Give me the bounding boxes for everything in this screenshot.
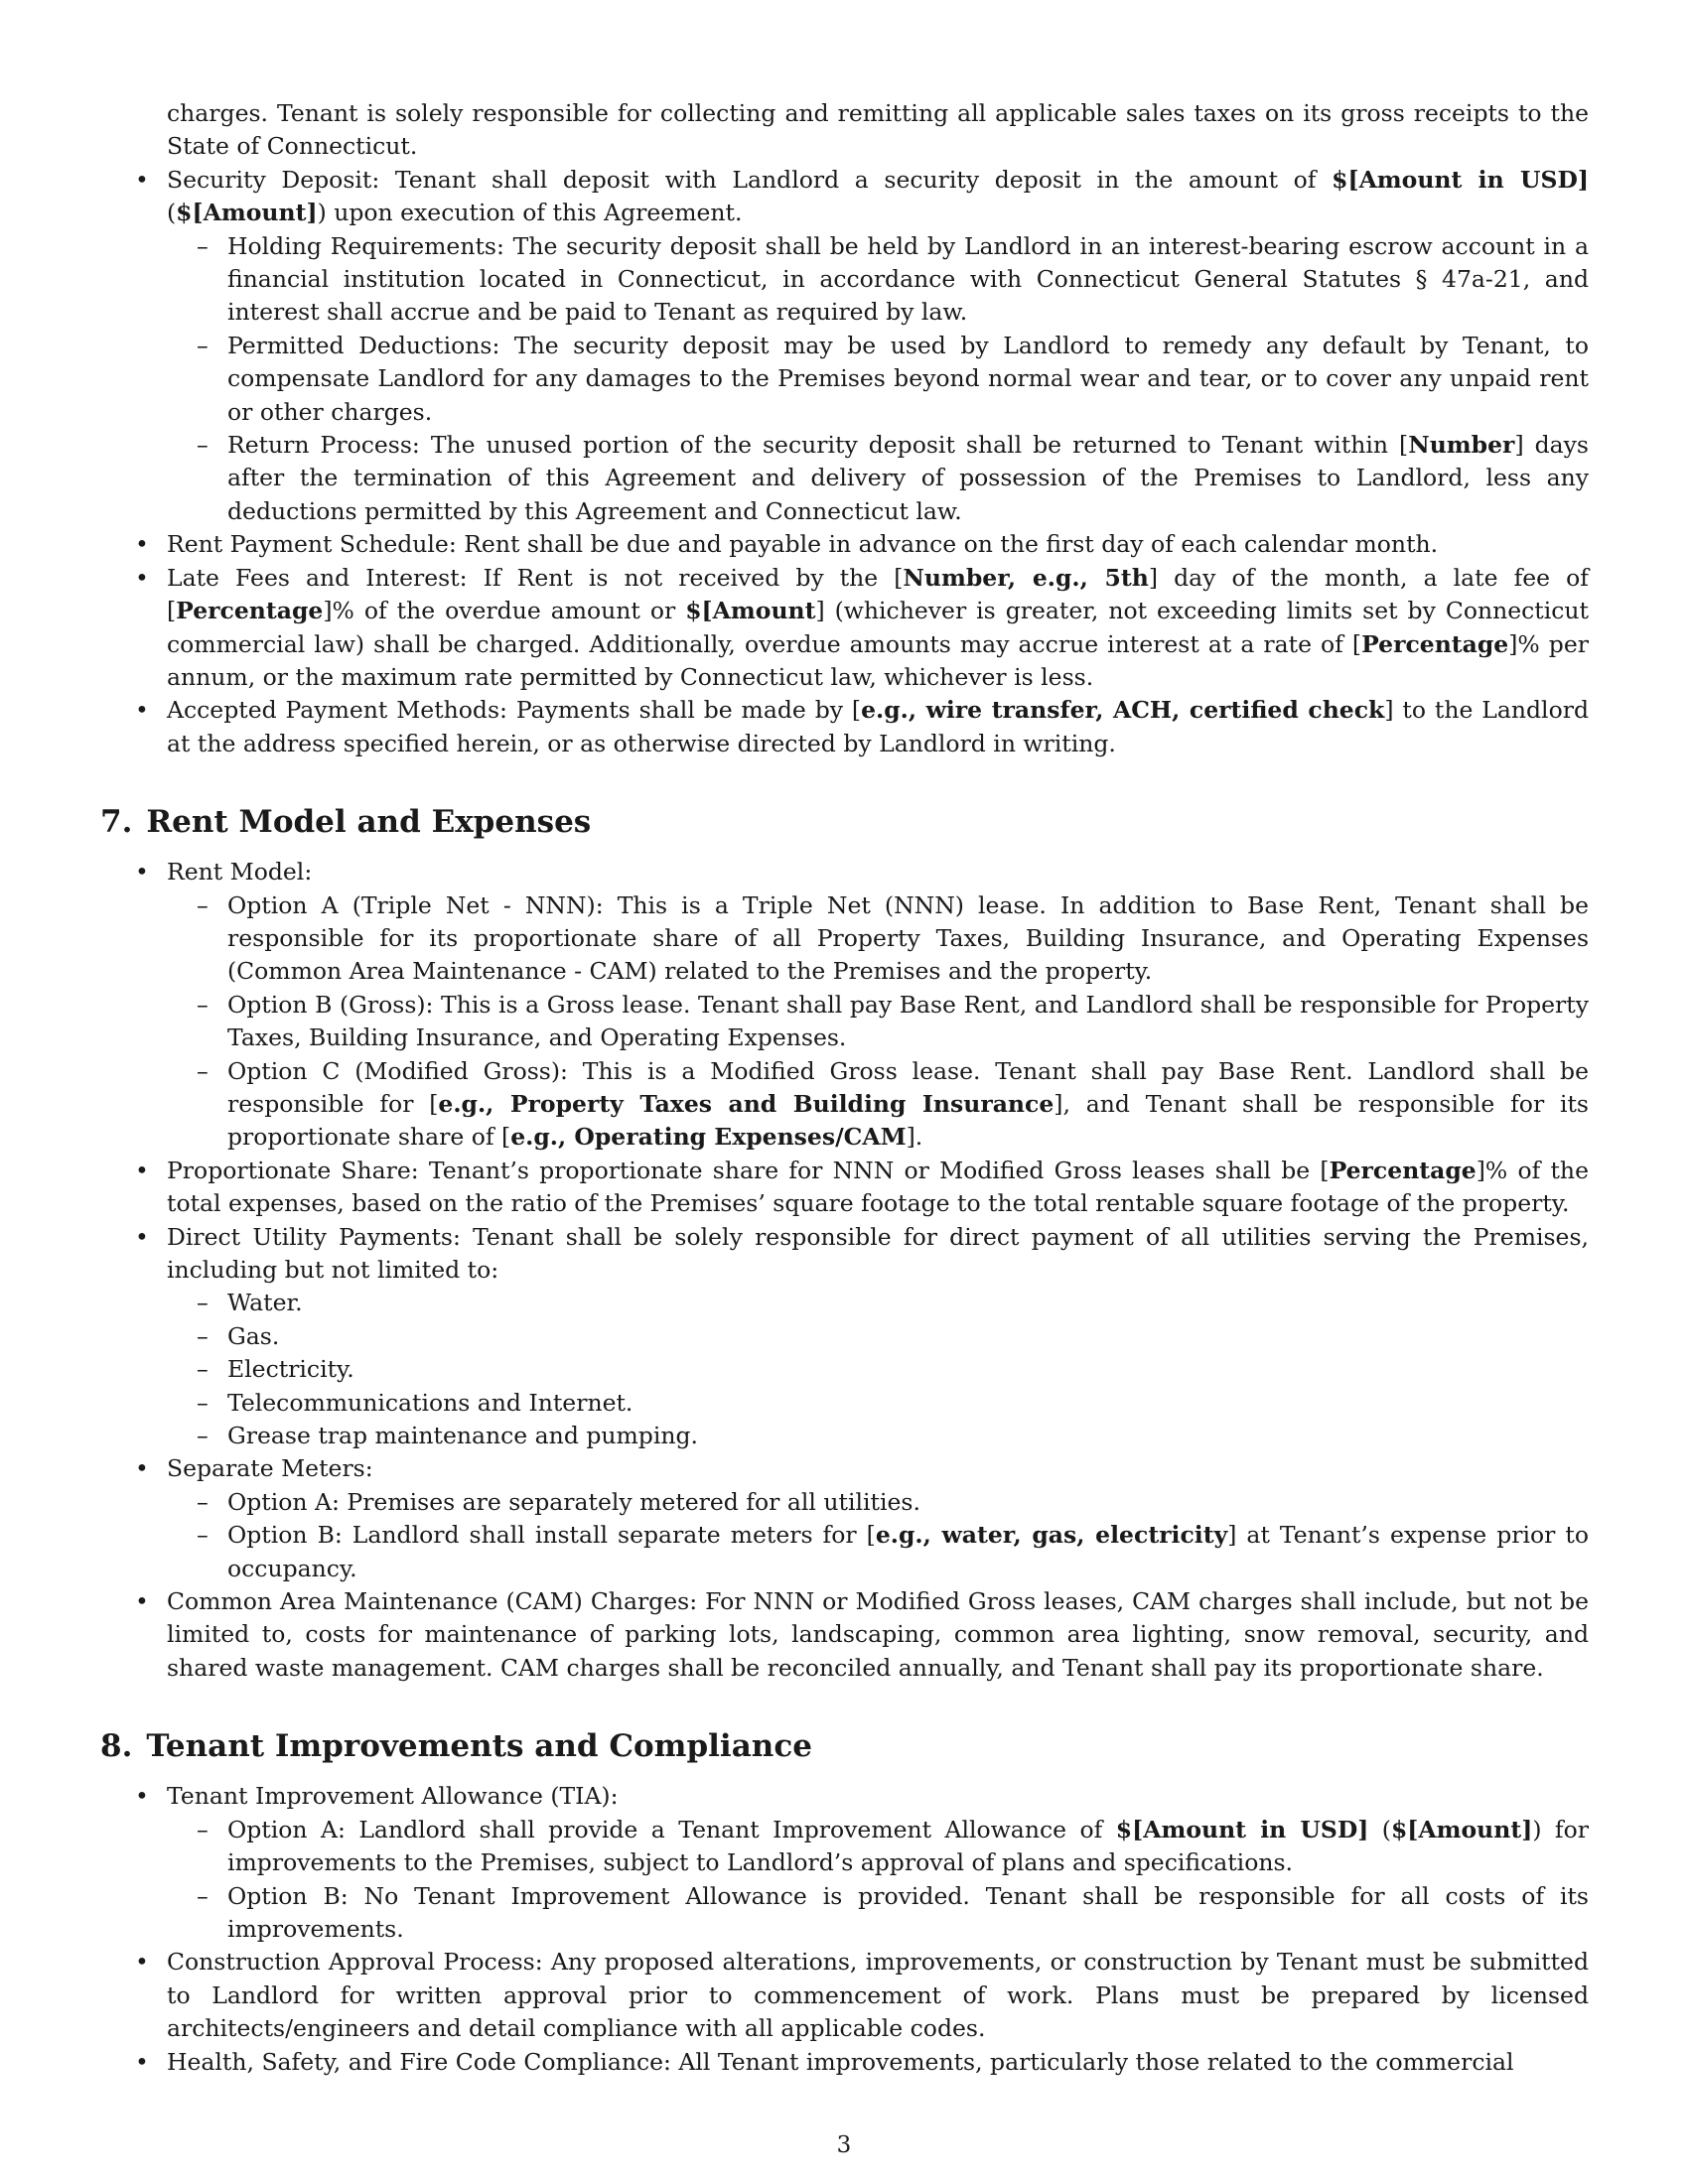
- list-item-construction-approval: • Construction Approval Process: Any proposed alterations, improvements, or construction by Tenant must be submitted to Landlord for written approval prior to commencement of work. Plans must be prepared by licensed architects/engineers and detail compliance with all applicable codes.: [100, 1946, 1589, 2045]
- list-item-option-b-gross: – Option B (Gross): This is a Gross lease. Tenant shall pay Base Rent, and Landlord shall be responsible for Property Taxes, Building Insurance, and Operating Expenses.: [167, 989, 1589, 1055]
- list-item-utility: – Water.: [167, 1287, 1589, 1319]
- list-item-late-fees: • Late Fees and Interest: If Rent is not received by the [Number, e.g., 5th] day of the month, a late fee of [Percentage]% of the overdue amount or $[Amount] (whichever is greater, not exceeding limits set by Connecticut commercial law) shall be charged. Additionally, overdue amounts may accrue interest at a rate of [Percentage]% per annum, or the maximum rate permitted by Connecticut law, whichever is less.: [100, 562, 1589, 695]
- section8-list: [100, 1780, 1589, 2079]
- list-item-utility: – Gas.: [167, 1320, 1589, 1353]
- list-item-meters-option-b: – Option B: Landlord shall install separate meters for [e.g., water, gas, electricity] at Tenant’s expense prior to occupancy.: [167, 1519, 1589, 1585]
- section-heading-7: 7. Rent Model and Expenses: [100, 804, 592, 841]
- list-item-rent-schedule: • Rent Payment Schedule: Rent shall be due and payable in advance on the first day of each calendar month.: [100, 528, 1589, 561]
- list-item-health-safety: • Health, Safety, and Fire Code Compliance: All Tenant improvements, particularly those related to the commercial: [100, 2046, 1589, 2079]
- section-heading-8: 8. Tenant Improvements and Compliance: [100, 1728, 812, 1765]
- list-item-tia-option-a: – Option A: Landlord shall provide a Tenant Improvement Allowance of $[Amount in USD] ($[Amount]) for improvements to the Premises, subject to Landlord’s approval of plans and specifications.: [167, 1814, 1589, 1880]
- list-item-direct-utilities: • Direct Utility Payments: Tenant shall be solely responsible for direct payment of all utilities serving the Premises, including but not limited to: – Water. – Gas. – Electricity. – Telecommunications and Internet. – Grease trap maintenance and pumping.: [100, 1221, 1589, 1453]
- list-item-holding-requirements: – Holding Requirements: The security deposit shall be held by Landlord in an interest-bearing escrow account in a financial institution located in Connecticut, in accordance with Connecticut General Statutes § 47a-21, and interest shall accrue and be paid to Tenant as required by law.: [167, 230, 1589, 330]
- list-item-separate-meters: • Separate Meters: – Option A: Premises are separately metered for all utilities. – Option B: Landlord shall install separate meters for [e.g., water, gas, electricity] at Tenant’s expense prior to occupancy.: [100, 1452, 1589, 1585]
- rent-model-sublist: [167, 889, 1589, 1155]
- section7-list: [100, 856, 1589, 1685]
- meters-sublist: [167, 1486, 1589, 1585]
- list-item-security-deposit: • Security Deposit: Tenant shall deposit with Landlord a security deposit in the amount of $[Amount in USD] ($[Amount]) upon execution of this Agreement. – Holding Requirements: The security deposit shall be held by Landlord in an interest-bearing escrow account in a financial institution located in Connecticut, in accordance with Connecticut General Statutes § 47a-21, and interest shall accrue and be paid to Tenant as required by law. – Permitted Deductions: The security deposit may be used by Landlord to remedy any default by Tenant, to compensate Landlord for any damages to the Premises beyond normal wear and tear, or to cover any unpaid rent or other charges. – Return Process: The unused portion of the security deposit shall be returned to Tenant within [Number] days after the termination of this Agreement and delivery of possession of the Premises to Landlord, less any deductions permitted by this Agreement and Connecticut law.: [100, 164, 1589, 528]
- list-item-meters-option-a: – Option A: Premises are separately metered for all utilities.: [167, 1486, 1589, 1519]
- list-item-tia: • Tenant Improvement Allowance (TIA): – Option A: Landlord shall provide a Tenant Improvement Allowance of $[Amount in USD] ($[Amount]) for improvements to the Premises, subject to Landlord’s approval of plans and specifications. – Option B: No Tenant Improvement Allowance is provided. Tenant shall be responsible for all costs of its improvements.: [100, 1780, 1589, 1946]
- list-item-utility: – Telecommunications and Internet.: [167, 1387, 1589, 1420]
- list-item-option-a-nnn: – Option A (Triple Net - NNN): This is a Triple Net (NNN) lease. In addition to Base Rent, Tenant shall be responsible for its proportionate share of all Property Taxes, Building Insurance, and Operating Expenses (Common Area Maintenance - CAM) related to the Premises and the property.: [167, 889, 1589, 989]
- list-item-proportionate-share: • Proportionate Share: Tenant’s proportionate share for NNN or Modified Gross leases shall be [Percentage]% of the total expenses, based on the ratio of the Premises’ square footage to the total rentable square footage of the property.: [100, 1155, 1589, 1221]
- page-number: 3: [836, 2132, 852, 2158]
- intro-continuation: charges. Tenant is solely responsible for collecting and remitting all applicable sales taxes on its gross receipts to the State of Connecticut.: [167, 99, 1589, 161]
- document-body: [100, 97, 1589, 2079]
- list-item-tia-option-b: – Option B: No Tenant Improvement Allowance is provided. Tenant shall be responsible for all costs of its improvements.: [167, 1880, 1589, 1947]
- utilities-sublist: [167, 1287, 1589, 1452]
- section6-list: [100, 164, 1589, 760]
- list-item-utility: – Electricity.: [167, 1353, 1589, 1386]
- list-item-option-c-modified-gross: – Option C (Modified Gross): This is a Modified Gross lease. Tenant shall pay Base Rent. Landlord shall be responsible for [e.g., Property Taxes and Building Insurance], and Tenant shall be responsible for its proportionate share of [e.g., Operating Expenses/CAM].: [167, 1055, 1589, 1155]
- list-item-cam-charges: • Common Area Maintenance (CAM) Charges: For NNN or Modified Gross leases, CAM charges shall include, but not be limited to, costs for maintenance of parking lots, landscaping, common area lighting, snow removal, security, and shared waste management. CAM charges shall be reconciled annually, and Tenant shall pay its proportionate share.: [100, 1585, 1589, 1685]
- list-item-utility: – Grease trap maintenance and pumping.: [167, 1420, 1589, 1452]
- tia-sublist: [167, 1814, 1589, 1947]
- list-item-payment-methods: • Accepted Payment Methods: Payments shall be made by [e.g., wire transfer, ACH, certified check] to the Landlord at the address specified herein, or as otherwise directed by Landlord in writing.: [100, 694, 1589, 760]
- list-item-permitted-deductions: – Permitted Deductions: The security deposit may be used by Landlord to remedy any default by Tenant, to compensate Landlord for any damages to the Premises beyond normal wear and tear, or to cover any unpaid rent or other charges.: [167, 330, 1589, 429]
- security-deposit-sublist: [167, 230, 1589, 529]
- list-item-rent-model: • Rent Model: – Option A (Triple Net - NNN): This is a Triple Net (NNN) lease. In addition to Base Rent, Tenant shall be responsible for its proportionate share of all Property Taxes, Building Insurance, and Operating Expenses (Common Area Maintenance - CAM) related to the Premises and the property. – Option B (Gross): This is a Gross lease. Tenant shall pay Base Rent, and Landlord shall be responsible for Property Taxes, Building Insurance, and Operating Expenses. – Option C (Modified Gross): This is a Modified Gross lease. Tenant shall pay Base Rent. Landlord shall be responsible for [e.g., Property Taxes and Building Insurance], and Tenant shall be responsible for its proportionate share of [e.g., Operating Expenses/CAM].: [100, 856, 1589, 1155]
- list-item-return-process: – Return Process: The unused portion of the security deposit shall be returned to Tenant within [Number] days after the termination of this Agreement and delivery of possession of the Premises to Landlord, less any deductions permitted by this Agreement and Connecticut law.: [167, 429, 1589, 528]
